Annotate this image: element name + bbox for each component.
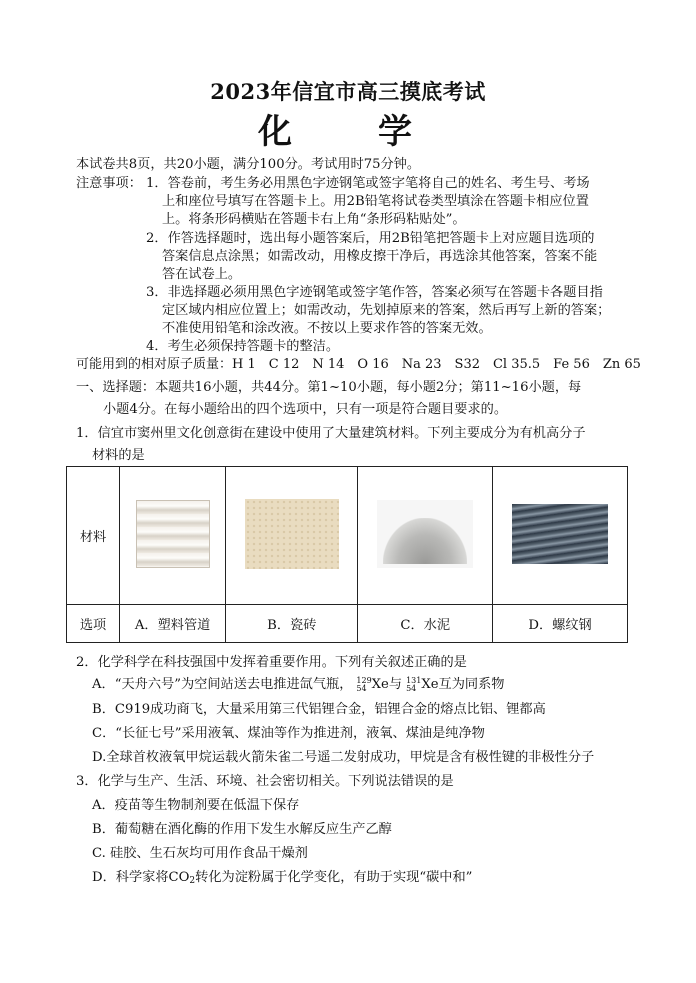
note-1-line-3: 上。将条形码横贴在答题卡右上角“条形码粘贴处”。 — [162, 212, 466, 227]
option-d: D．螺纹钢 — [493, 605, 628, 643]
q1-stem-line-2: 材料的是 — [92, 448, 145, 463]
q3-option-b: B．葡萄糖在酒化酶的作用下发生水解反应生产乙醇 — [92, 822, 392, 837]
material-image-b — [226, 467, 358, 605]
note-3-line-3: 不准使用铅笔和涂改液。不按以上要求作答的答案无效。 — [162, 321, 492, 336]
q2-stem: 2．化学科学在科技强国中发挥着重要作用。下列有关叙述正确的是 — [76, 655, 467, 670]
row-label-material: 材料 — [67, 467, 120, 605]
section-1-line-1: 一、选择题：本题共16小题，共44分。第1~10小题，每小题2分；第11~16小题，每 — [76, 380, 582, 395]
option-a: A．塑料管道 — [120, 605, 226, 643]
q2-option-b: B．C919成功商飞，大量采用第三代铝锂合金，铝锂合金的熔点比铝、锂都高 — [92, 702, 546, 717]
note-4-line-1: 4．考生必须保持答题卡的整洁。 — [146, 339, 340, 354]
note-2-line-3: 答在试卷上。 — [162, 267, 242, 282]
exam-title: 2023年信宜市高三摸底考试 — [210, 79, 486, 104]
plastic-pipe-image — [136, 500, 210, 568]
ceramic-tile-image — [245, 499, 339, 569]
subject-title: 化 学 — [258, 112, 438, 152]
q3-option-c: C. 硅胶、生石灰均可用作食品干燥剂 — [92, 846, 308, 861]
q3-option-a: A．疫苗等生物制剂要在低温下保存 — [92, 798, 300, 813]
q2-option-c: C．“长征七号”采用液氧、煤油等作为推进剂，液氧、煤油是纯净物 — [92, 726, 485, 741]
xe-131-nuclide: 131 54 — [406, 675, 422, 693]
note-3-line-1: 3．非选择题必须用黑色字迹钢笔或签字笔作答，答案必须写在答题卡各题目指 — [146, 285, 603, 300]
material-image-a — [120, 467, 226, 605]
materials-table — [66, 466, 628, 643]
option-b: B．瓷砖 — [226, 605, 358, 643]
cement-image — [377, 500, 473, 568]
note-3-line-2: 定区域内相应位置上；如需改动，先划掉原来的答案，然后再写上新的答案； — [162, 303, 611, 318]
material-image-c — [358, 467, 493, 605]
atomic-masses: 可能用到的相对原子质量：H 1 C 12 N 14 O 16 Na 23 S32 Cl 35.5 Fe 56 Zn 65 — [76, 357, 641, 372]
q3-stem: 3．化学与生产、生活、环境、社会密切相关。下列说法错误的是 — [76, 774, 454, 789]
note-1-line-1: 1．答卷前，考生务必用黑色字迹钢笔或签字笔将自己的姓名、考生号、考场 — [146, 176, 590, 191]
rebar-steel-image — [512, 504, 608, 564]
section-1-line-2: 小题4分。在每小题给出的四个选项中，只有一项是符合题目要求的。 — [103, 402, 508, 417]
row-label-option: 选项 — [67, 605, 120, 643]
q1-stem-line-1: 1．信宜市窦州里文化创意街在建设中使用了大量建筑材料。下列主要成分为有机高分子 — [76, 426, 586, 441]
option-c: C．水泥 — [358, 605, 493, 643]
material-image-d — [493, 467, 628, 605]
q2-option-d: D.全球首枚液氧甲烷运载火箭朱雀二号遥二发射成功，甲烷是含有极性键的非极性分子 — [92, 750, 595, 765]
exam-intro: 本试卷共8页，共20小题，满分100分。考试用时75分钟。 — [76, 157, 421, 172]
q2-option-a: A．“天舟六号”为空间站送去电推进氙气瓶， 129 54 Xe与 131 54 Xe互为同系物 — [92, 675, 505, 693]
q3-option-d: D．科学家将$CO_2$转化为淀粉属于化学变化，有助于实现“碳中和” — [92, 870, 473, 886]
note-2-line-1: 2．作答选择题时，选出每小题答案后，用2B铅笔把答题卡上对应题目选项的 — [146, 231, 595, 246]
notes-label: 注意事项： — [76, 176, 142, 191]
xe-129-nuclide: 129 54 — [356, 675, 372, 693]
note-2-line-2: 答案信息点涂黑；如需改动，用橡皮擦干净后，再选涂其他答案，答案不能 — [162, 249, 598, 264]
note-1-line-2: 上和座位号填写在答题卡上。用2B铅笔将试卷类型填涂在答题卡相应位置 — [162, 194, 589, 209]
